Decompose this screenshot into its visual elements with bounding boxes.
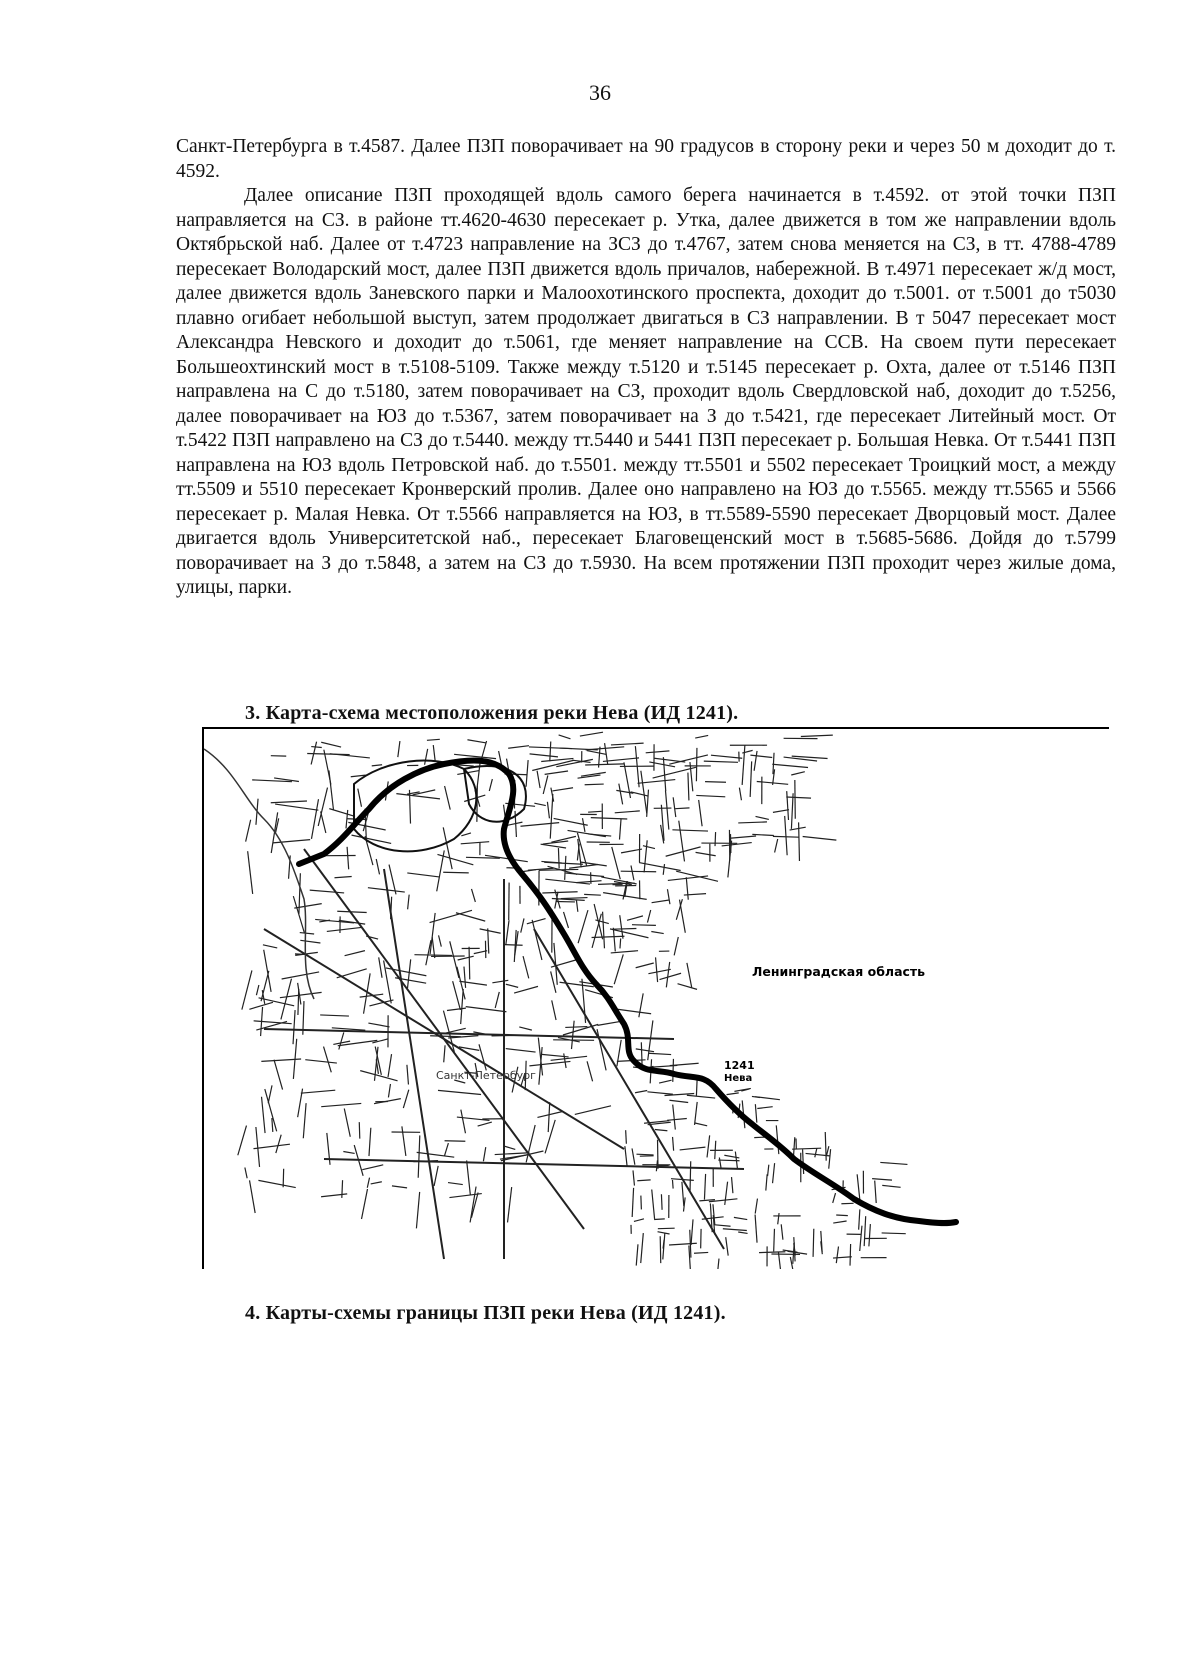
street-segment [672,1180,673,1189]
street-segment [673,1059,674,1082]
street-segment [620,938,621,948]
street-segment [715,832,716,846]
street-segment [414,955,452,956]
region-label: Ленинградская область [752,964,926,979]
street-segment [443,872,469,873]
river-id-label: 1241 [724,1059,755,1072]
street-segment [774,1229,775,1252]
street-segment [661,1194,662,1210]
street-segment [584,894,601,895]
page-number: 36 [589,80,611,105]
river-name-label: Нева [724,1073,753,1084]
street-segment [696,748,697,781]
street-segment [632,925,656,926]
map-section-heading: 3. Карта-схема местоположения реки Нева (ИД 1241). [245,702,739,724]
street-segment [654,1219,665,1220]
street-segment [342,1180,343,1198]
street-segment [298,989,299,1015]
street-segment [696,1080,697,1096]
street-segment [359,1122,360,1139]
street-segment [675,808,689,809]
border-section-heading: 4. Карты-схемы границы ПЗП реки Нева (ИД 1241). [245,1302,726,1324]
street-segment [588,811,601,812]
street-segment [694,1252,708,1253]
paragraph: Санкт-Петербурга в т.4587. Далее ПЗП поворачивает на 90 градусов в сторону реки и через 50 м доходит до т. 4592. [176,136,1116,182]
street-segment [690,1161,691,1190]
paragraph: Далее описание ПЗП проходящей вдоль самого берега начинается в т.4592. от этой точки ПЗП направляется на СЗ. в районе тт.4620-4630 пересекает р. Утка, далее движется в том же направлении вдоль Октябрьской наб. Далее от т.4723 направление на ЗСЗ до т.4767, затем снова меняется на СЗ, в тт. 4788-4789 пересекает Володарский мост, далее ПЗП движется вдоль причалов, набережной. В т.4971 пересекает ж/д мост, далее движется вдоль Заневского парки и Малоохотинского проспекта, доходит до т.5001. от т.5001 до т5030 плавно огибает небольшой выступ, затем продолжает двигаться в СЗ направлении. В т 5047 пересекает мост Александра Невского и доходит до т.5061, где меняет направление на ССВ. На своем пути пересекает Большеохтинский мост в т.5108-5109. Также между т.5120 и т.5145 пересекает р. Охта, далее от т.5146 ПЗП направлена на С до т.5180, затем поворачивает на СЗ, проходит вдоль Свердловской наб, доходит до т.5256, далее поворачивает на ЮЗ до т.5367, затем поворачивает на З до т.5421, где пересекает Литейный мост. От т.5422 ПЗП направлено на СЗ до т.5440. между тт.5440 и 5441 ПЗП пересекает р. Большая Невка. От т.5441 ПЗП направлена на ЮЗ вдоль Петровской наб. до т.5501. между тт.5501 и 5502 пересекает Троицкий мост, а между тт.5509 и 5510 пересекает Кронверский пролив. Далее оно направлено на ЮЗ до т.5565. между тт.5565 и 5566 пересекает р. Малая Невка. От т.5566 направляется на ЮЗ, в тт.5589-5590 пересекает Дворцовый мост. Далее двигается вдоль Университетской наб., пересекает Благовещенский мост в т.5685-5686. Дойдя до т.5799 поворачивает на З до т.5848, а затем на СЗ до т.5930. На всем протяжении ПЗП проходит через жилые дома, улицы, парки. [176,185,1116,598]
street-segment [637,1180,650,1181]
street-segment [850,1244,851,1266]
map-scheme [202,727,1109,1269]
body-text [176,135,1116,601]
street-segment [613,928,637,929]
street-segment [773,836,799,837]
street-segment [636,1154,653,1155]
street-segment [660,1236,661,1263]
street-segment [585,784,604,785]
street-segment [641,1042,642,1066]
street-segment [558,848,559,868]
street-segment [705,782,726,783]
city-label: Санкт-Петербург [436,1069,536,1082]
street-segment [836,1215,848,1216]
street-segment [469,947,470,980]
street-segment [626,1130,627,1144]
street-segment [283,1169,284,1188]
street-segment [503,945,522,946]
street-segment [882,1233,906,1234]
street-segment [813,1229,814,1257]
street-segment [621,871,656,872]
street-segment [641,1196,642,1210]
